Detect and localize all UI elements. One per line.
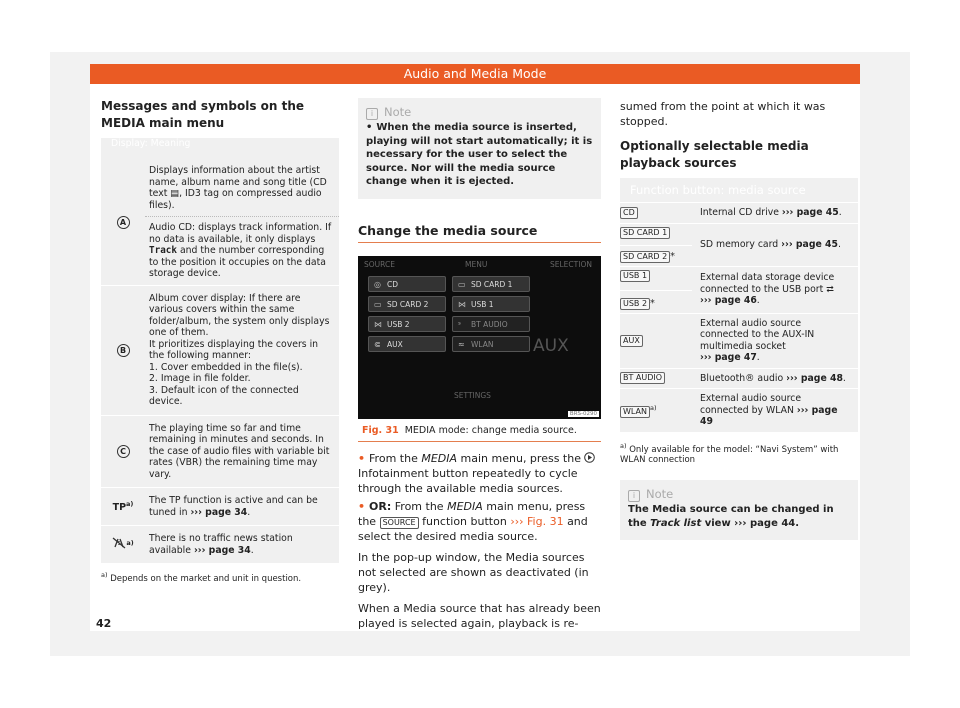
source-button-aux: ⋐ AUX (368, 336, 446, 352)
key-aux: AUX (620, 335, 643, 347)
row-c-text: The playing time so far and time remaining in minutes and seconds. In the case of audio files with variable bit rates (VBR) the remaining time may vary. (145, 415, 339, 488)
table-row (101, 415, 339, 488)
source-button-sd-card-1: ▭ SD CARD 1 (452, 276, 530, 292)
symbols-heading: Messages and symbols on the MEDIA main menu (101, 99, 305, 130)
table-row (101, 160, 339, 217)
row-tp-text: The TP function is active and can be tuned in ››› page 34. (145, 488, 339, 526)
key-usb-1: USB 1 (620, 270, 650, 282)
sd-card-icon: ▭ (374, 299, 382, 309)
info-icon: i (628, 490, 640, 502)
symbol-a-icon: A (117, 216, 130, 229)
bluetooth-icon: ˢ (458, 319, 461, 329)
source-button-bt-audio: ˢ BT AUDIO (452, 316, 530, 332)
section-title: Change the media source (358, 223, 601, 243)
note-text: When the media source is inserted, playing will not start automatically; it is necessary for the user to select the source. Nor will the media source change when it is ejected. (366, 122, 593, 187)
footnote: $^{a)}$ Only available for the model: “Navi System” with WLAN connection (620, 441, 839, 466)
key-usb-2: USB 2 (620, 298, 650, 310)
sd-card-icon: ▭ (458, 279, 466, 289)
note-label: Note (384, 105, 412, 119)
aux-icon: ⋐ (374, 339, 381, 349)
table-row: BT AUDIO Bluetooth® audio ››› page 48. (620, 368, 858, 389)
table-row: CD Internal CD drive ››› page 45. (620, 203, 858, 224)
symbol-c-icon: C (117, 445, 130, 458)
symbols-table-header: Display: Meaning (101, 138, 339, 160)
source-button-cd: ◎ CD (368, 276, 446, 292)
sources-heading: Optionally selectable media playback sources (620, 139, 809, 170)
page-header: Audio and Media Mode (90, 64, 860, 84)
usb-icon: ⋈ (374, 319, 382, 329)
footnote: $^{a)}$ Depends on the market and unit in question. (101, 571, 302, 584)
paragraph-continued: sumed from the point at which it was stopped. (620, 100, 826, 128)
sources-table-header: Function button: media source (620, 178, 858, 203)
instruction-2: • OR: From the MEDIA main menu, press the SOURCE function button ››› Fig. 31 and select the desired media source. (358, 499, 588, 543)
column-1 (101, 98, 339, 585)
sources-table (620, 178, 858, 432)
key-sd-card-2: SD CARD 2 (620, 251, 670, 263)
note-box (620, 480, 858, 540)
media-source-screen (358, 256, 601, 419)
play-icon (584, 452, 595, 463)
note-box: i Note • When the media source is inserted, playing will not start automatically; it is necessary for the user to select the source. Nor will the media source change when it is ejected. (358, 98, 601, 199)
table-row: WLAN $^{a)}$ External audio source connected by WLAN ››› page 49 (620, 389, 858, 432)
column-3 (620, 98, 858, 540)
column-2 (358, 98, 601, 631)
tp-symbol: TP (112, 502, 127, 514)
instruction-1: • From the MEDIA main menu, press the Infotainment button repeatedly to cycle through the available media sources. (358, 451, 601, 496)
tab-source: SOURCE (364, 259, 395, 269)
no-traffic-icon (112, 537, 126, 549)
note-label: Note (646, 487, 674, 502)
note-text: The Media source can be changed in the Track list view ››› page 44. (628, 504, 834, 529)
key-wlan: WLAN (620, 406, 650, 418)
symbol-b-icon: B (117, 344, 130, 357)
table-row: TP$^{a)}$ The TP function is active and can be tuned in ››› page 34. (101, 488, 339, 526)
table-row: $^{a)}$ There is no traffic news station available ››› page 34. (101, 526, 339, 564)
cd-icon: ◎ (374, 279, 381, 289)
table-row: SD CARD 1 SD CARD 2 * SD memory card ››› page 45. (620, 223, 858, 266)
key-bt-audio: BT AUDIO (620, 372, 665, 384)
table-row: USB 1 USB 2 * External data storage device connected to the USB port ⮂ ››› page 46. (620, 266, 858, 313)
wlan-icon: ≈ (458, 339, 465, 349)
key-sd-card-1: SD CARD 1 (620, 227, 670, 239)
table-row (101, 285, 339, 415)
tab-menu: MENU (465, 259, 488, 269)
tab-selection: SELECTION (550, 259, 592, 269)
page-number: 42 (96, 617, 112, 630)
source-button-wlan: ≈ WLAN (452, 336, 530, 352)
table-row: AUX External audio source connected to the AUX-IN multimedia socket ››› page 47. (620, 313, 858, 368)
key-cd: CD (620, 207, 638, 219)
info-icon: i (366, 108, 378, 120)
source-button-sd-card-2: ▭ SD CARD 2 (368, 296, 446, 312)
paragraph-1: In the pop-up window, the Media sources not selected are shown as deactivated (in grey). (358, 550, 589, 594)
symbols-table (101, 138, 339, 563)
source-key: SOURCE (380, 517, 419, 529)
current-source-label: AUX (533, 335, 569, 356)
paragraph-2: When a Media source that has already been played is selected again, playback is re- (358, 601, 601, 630)
source-button-usb-1: ⋈ USB 1 (452, 296, 530, 312)
source-button-usb-2: ⋈ USB 2 (368, 316, 446, 332)
usb-icon: ⋈ (458, 299, 466, 309)
settings-label: SETTINGS (454, 390, 491, 400)
manual-page (90, 64, 860, 631)
row-a-text-2: Audio CD: displays track information. If no data is available, it only displays Track and the number corresponding to the position it occupies on the data storage device. (145, 217, 339, 286)
row-a-text-1: Displays information about the artist name, album name and song title (CD text ▤, ID3 tag on compressed audio files). (145, 160, 339, 217)
row-no-tp-text: There is no traffic news station available ››› page 34. (145, 526, 339, 564)
row-b-text: Album cover display: If there are various covers within the same folder/album, the system only displays one of them. It prioritizes displaying the covers in the following manner: 1. Cover embedded in the file(s). 2. Image in file folder. 3. Default icon of the connected device. (145, 285, 339, 415)
figure-code: BRS-0290 (569, 410, 597, 417)
figure-caption: Fig. 31 MEDIA mode: change media source. (358, 419, 601, 442)
